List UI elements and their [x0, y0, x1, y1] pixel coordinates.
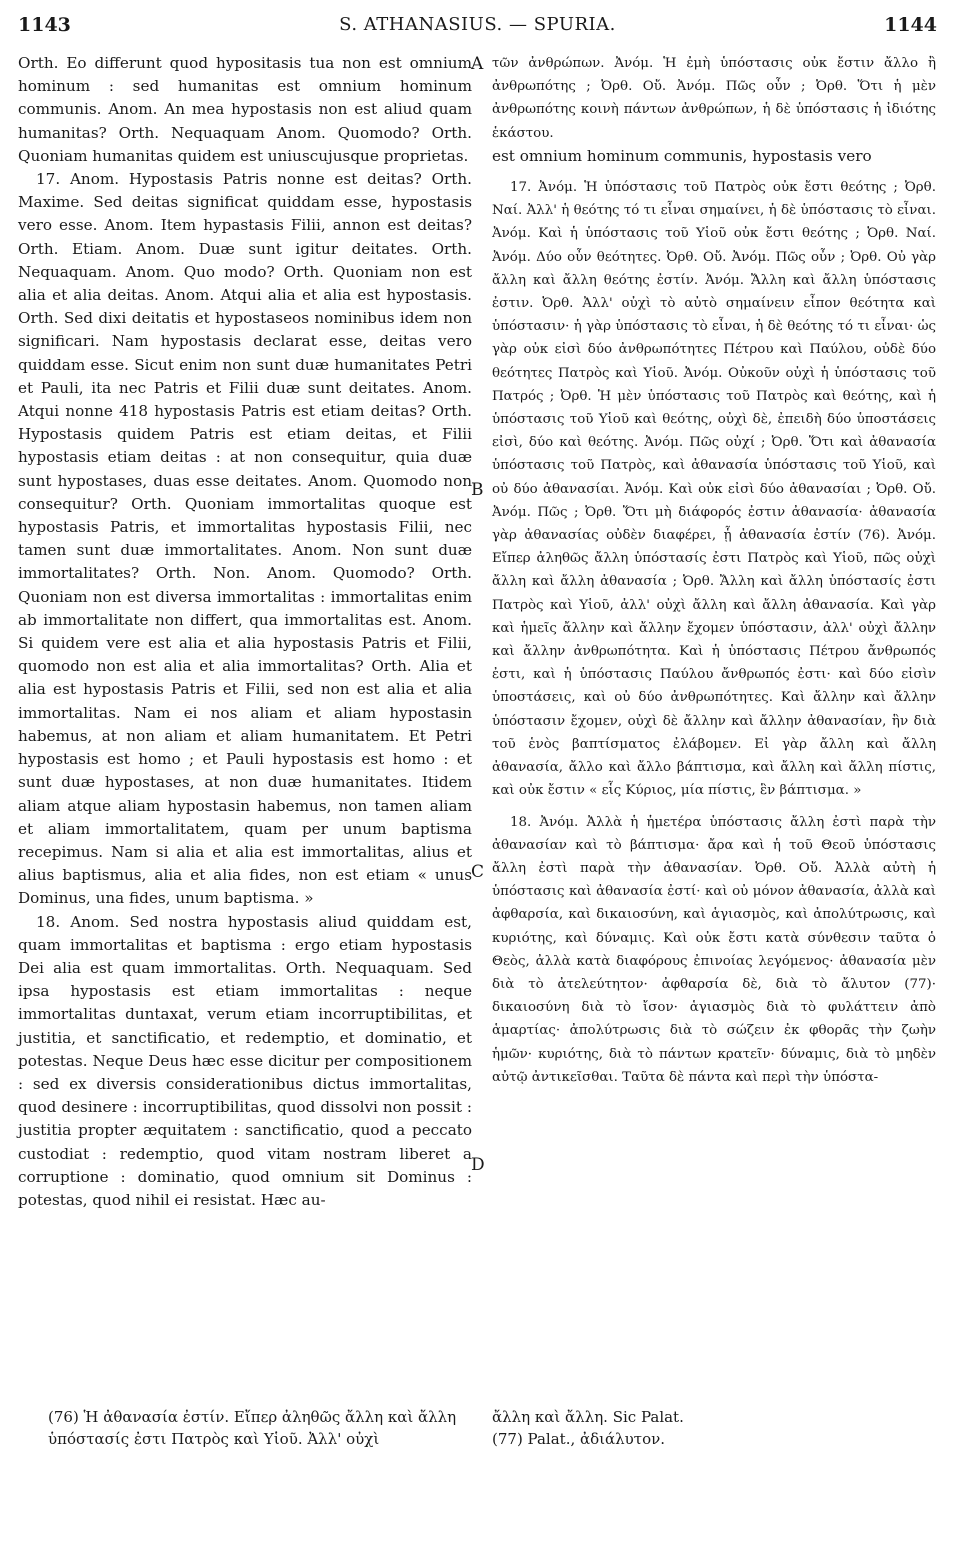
greek-column	[492, 52, 936, 1089]
margin-marker-c: C	[471, 862, 485, 882]
left-column-number: 1143	[18, 14, 71, 36]
latin-paragraph-1: Orth. Eo differunt quod hypositasis tua non est omnium hominum : sed humanitas est omnium hominum communis. Anom. An mea hypostasis non est aliud quam humanitas? Orth. Nequaquam Anom. Quomodo? Orth. Quoniam humanitas quidem est uniuscujusque proprietas.	[18, 54, 472, 165]
latin-column	[18, 52, 472, 1212]
footnote-76-text: (76) Ἡ ἀθανασία ἐστίν. Εἴπερ ἀληθῶς ἄλλη καὶ ἄλλη ὑπόστασίς ἐστι Πατρὸς καὶ Υἱοῦ. Ἀλλ' οὐχὶ	[48, 1408, 457, 1448]
footnote-77: (77) Palat., ἀδιάλυτον.	[492, 1430, 666, 1448]
margin-marker-d: D	[471, 1155, 485, 1175]
greek-paragraph-18: 18. Ἀνόμ. Ἀλλὰ ἡ ἡμετέρα ὑπόστασις ἄλλη ἐστὶ παρὰ τὴν ἀθανασίαν καὶ τὸ βάπτισμα· ἄρα καὶ ἡ τοῦ Θεοῦ ὑπόστασις ἄλλη ἐστὶ παρὰ τὴν ἀθανασίαν. Ὀρθ. Οὔ. Ἀλλὰ αὐτὴ ἡ ὑπόστασις καὶ ἀθανασία ἐστί· καὶ οὐ μόνον ἀθανασία, ἀλλὰ καὶ ἀφθαρσία, καὶ δικαιοσύνη, καὶ ἁγιασμὸς, καὶ ἀπολύτρωσις, καὶ κυριότης, καὶ δύναμις. Καὶ οὐκ ἔστι κατὰ σύνθεσιν ταῦτα ὁ Θεὸς, ἀλλὰ κατὰ διαφόρους ἐπινοίας λεγόμενος· ἀθανασία μὲν διὰ τὸ ἀτελεύτητον· ἀφθαρσία δὲ, διὰ τὸ ἄλυτον (77)· δικαιοσύνη διὰ τὸ ἴσον· ἁγιασμὸς διὰ τὸ φυλάττειν ἀπὸ ἁμαρτίας· ἀπολύτρωσις διὰ τὸ σώζειν ἐκ φθορᾶς τὴν ζωὴν ἡμῶν· κυριότης, διὰ τὸ πάντων κρατεῖν· δύναμις, διὰ τὸ μηδὲν αὐτῷ ἀντικεῖσθαι. Ταῦτα δὲ πάντα καὶ περὶ τὴν ὑπόστα-	[492, 814, 936, 1085]
greek-latin-bridge: est omnium hominum communis, hypostasis vero	[492, 146, 872, 165]
greek-paragraph-17: 17. Ἀνόμ. Ἡ ὑπόστασις τοῦ Πατρὸς οὐκ ἔστι θεότης ; Ὀρθ. Ναί. Ἀλλ' ἡ θεότης τό τι εἶναι σημαίνει, ἡ δὲ ὑπόστασις τὸ εἶναι. Ἀνόμ. Καὶ ἡ ὑπόστασις τοῦ Υἱοῦ οὐκ ἔστι θεότης ; Ὀρθ. Ναί. Ἀνόμ. Δύο οὖν θεότητες. Ὀρθ. Οὔ. Ἀνόμ. Πῶς οὖν ; Ὀρθ. Οὐ γὰρ ἄλλη καὶ ἄλλη θεότης ἐστίν. Ἀνόμ. Ἄλλη καὶ ἄλλη ὑπόστασις ἐστιν. Ὀρθ. Ἀλλ' οὐχὶ τὸ αὐτὸ σημαίνειν εἶπον θεότητα καὶ ὑπόστασιν· ἡ γὰρ ὑπόστασις τὸ εἶναι, ἡ δὲ θεότης τό τι εἶναι· ὡς γὰρ οὐκ εἰσὶ δύο ἀνθρωπότητες Πέτρου καὶ Παύλου, οὐδὲ δύο θεότητες Πατρὸς καὶ Υἱοῦ. Ἀνόμ. Οὐκοῦν οὐχὶ ἡ ὑπόστασις τοῦ Πατρός ; Ὀρθ. Ἡ μὲν ὑπόστασις τοῦ Πατρὸς καὶ θεότης, καὶ ἡ ὑπόστασις τοῦ Υἱοῦ καὶ θεότης, οὐχὶ δὲ, ἐπειδὴ δύο ὑποστάσεις εἰσὶ, δύο καὶ θεότης. Ἀνόμ. Πῶς οὐχί ; Ὀρθ. Ὅτι καὶ ἀθανασία ὑπόστασις τοῦ Πατρὸς, καὶ ἀθανασία ὑπόστασις τοῦ Υἱοῦ, καὶ οὐ δύο ἀθανασίαι. Ἀνόμ. Καὶ οὐκ εἰσὶ δύο ἀθανασίαι ; Ὀρθ. Οὔ. Ἀνόμ. Πῶς ; Ὀρθ. Ὅτι μὴ διάφορός ἐστιν ἀθανασία· ἀθανασία γὰρ ἀθανασίας οὐδὲν διαφέρει, ᾗ ἀθανασία ἐστίν (76). Ἀνόμ. Εἴπερ ἀληθῶς ἄλλη ὑπόστασίς ἐστι Πατρὸς καὶ Υἱοῦ, πῶς οὐχὶ ἄλλη καὶ ἄλλη ἀθανασία ; Ὀρθ. Ἄλλη καὶ ἄλλη ὑπόστασίς ἐστι Πατρὸς καὶ Υἱοῦ, ἀλλ' οὐχὶ ἄλλη καὶ ἄλλη ἀθανασία. Καὶ γὰρ καὶ ἡμεῖς ἄλλην καὶ ἄλλην ἔχομεν ὑπόστασιν, ἀλλ' οὐχὶ ἄλλην καὶ ἄλλην ἀνθρωπότητα. Καὶ ἡ ὑπόστασις Πέτρου ἄνθρωπός ἐστι, καὶ ἡ ὑπόστασις Παύλου ἄνθρωπός ἐστι· καὶ δύο εἰσὶν ὑποστάσεις, καὶ οὐ δύο ἀνθρωπότητες. Καὶ ἄλλην καὶ ἄλλην ὑπόστασιν ἔχομεν, οὐχὶ δὲ ἄλλην καὶ ἄλλην ἀθανασίαν, ἣν διὰ τοῦ ἑνὸς βαπτίσματος ἐλάβομεν. Εἰ γὰρ ἄλλη καὶ ἄλλη ἀθανασία, ἄλλο καὶ ἄλλο βάπτισμα, καὶ ἄλλη καὶ ἄλλη πίστις, καὶ οὐκ ἔστιν « εἷς Κύριος, μία πίστις, ἓν βάπτισμα. »	[492, 180, 936, 799]
margin-marker-b: B	[471, 480, 484, 500]
greek-paragraph-1: τῶν ἀνθρώπων. Ἀνόμ. Ἡ ἐμὴ ὑπόστασις οὐκ ἔστιν ἄλλο ἢ ἀνθρωπότης ; Ὀρθ. Οὔ. Ἀνόμ. Πῶς οὖν ; Ὀρθ. Ὅτι ἡ μὲν ἀνθρωπότης κοινὴ πάντων ἀνθρώπων, ἡ δὲ ὑπόστασις ἡ ἰδιότης ἑκάστου.	[492, 56, 936, 141]
right-column-number: 1144	[884, 14, 937, 36]
running-title: S. ATHANASIUS. — SPURIA.	[339, 14, 616, 35]
running-header	[18, 14, 937, 44]
margin-marker-a: A	[471, 54, 484, 74]
latin-paragraph-17: 17. Anom. Hypostasis Patris nonne est deitas? Orth. Maxime. Sed deitas significat quiddam esse, hypostasis vero esse. Anom. Item hypastasis Filii, annon est deitas? Orth. Etiam. Anom. Duæ sunt igitur deitates. Orth. Nequaquam. Anom. Quo modo? Orth. Quoniam non est alia et alia deitas. Anom. Atqui alia et alia est hypostasis. Orth. Sed dixi deitatis et hypostaseos nominibus idem non significari. Nam hypostasis declarat esse, deitas vero quiddam esse. Sicut enim non sunt duæ humanitates Petri et Pauli, ita nec Patris et Filii duæ sunt deitates. Anom. Atqui nonne 418 hypostasis Patris est etiam deitas? Orth. Hypostasis quidem Patris est etiam deitas, et Filii hypostasis etiam deitas : at non consequitur, quia duæ sunt hypostases, duas esse deitates. Anom. Quomodo non consequitur? Orth. Quoniam immortalitas quoque est hypostasis Patris, et immortalitas hypostasis Filii, nec tamen sunt duæ immortalitates. Anom. Non sunt duæ immortalitates? Orth. Non. Anom. Quomodo? Orth. Quoniam non est diversa immortalitas : immortalitas enim ab immortalitate non differt, qua immortalitas est. Anom. Si quidem vere est alia et alia hypostasis Patris et Filii, quomodo non est alia et alia immortalitas? Orth. Alia et alia est hypostasis Patris et Filii, sed non est alia et alia immortalitas. Nam ei nos aliam et aliam hypostasin habemus, at non aliam et aliam humanitatem. Et Petri hypostasis est homo ; et Pauli hypostasis est homo : et sunt duæ hypostases, at non duæ humanitates. Itidem aliam atque aliam hypostasin habemus, non tamen aliam et aliam immortalitatem, quam per unum baptisma recepimus. Nam si alia et alia est immortalitas, alius et alius baptismus, alia et alia fides, non est etiam « unus Dominus, una fides, unum baptisma. »	[18, 170, 472, 908]
footnote-76-continuation: ἄλλη καὶ ἄλλη. Sic Palat.	[492, 1408, 684, 1426]
footnote-76	[48, 1406, 468, 1450]
latin-paragraph-18: 18. Anom. Sed nostra hypostasis aliud quiddam est, quam immortalitas et baptisma : ergo etiam hypostasis Dei alia est quam immortalitas. Orth. Nequaquam. Sed ipsa hypostasis est etiam immortalitas : neque immortalitas duntaxat, verum etiam incorruptibilitas, et justitia, et sanctificatio, et redemptio, et dominatio, et potestas. Neque Deus hæc esse dicitur per compositionem : sed ex diversis considerationibus dictus immortalitas, quod desinere : incorruptibilitas, quod dissolvi non possit : justitia propter æquitatem : sanctificatio, quod a peccato custodiat : redemptio, quod vitam nostram liberet a corruptione : dominatio, quod omnium sit Dominus : potestas, quod nihil ei resistat. Hæc au-	[18, 912, 472, 1209]
footnotes-right	[492, 1406, 932, 1450]
